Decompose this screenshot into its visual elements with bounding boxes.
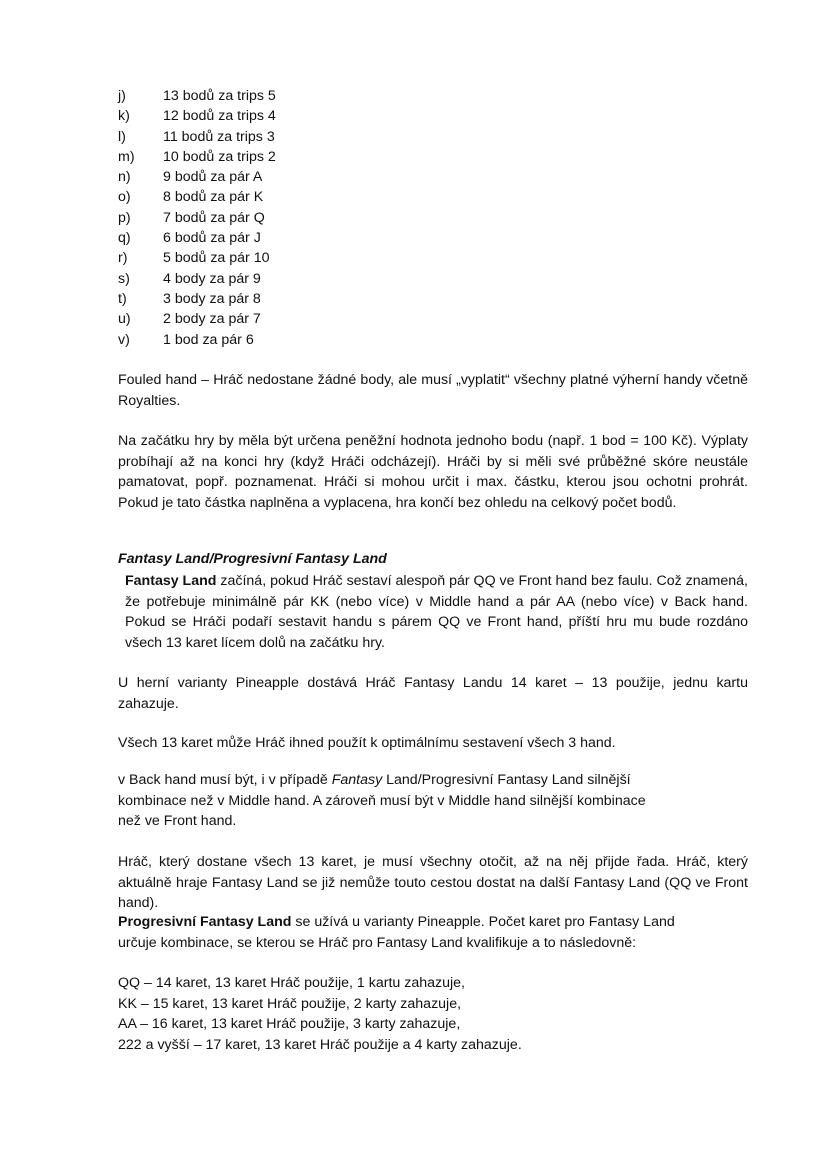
list-marker: v) (118, 331, 130, 348)
list-text: 3 body za pár 8 (163, 290, 261, 307)
list-item (118, 147, 276, 167)
list-text: 7 bodů za pár Q (163, 209, 265, 226)
list-item (118, 127, 276, 147)
progressive-list (118, 973, 748, 1055)
list-text: 12 bodů za trips 4 (163, 108, 276, 125)
turn-over-paragraph: Hráč, který dostane všech 13 karet, je musí všechny otočit, až na něj přijde řada. Hráč, který aktuálně hraje Fantasy Land se již nemůže touto cestou dostat na další Fantasy Land (QQ ve Front hand). (118, 854, 748, 911)
list-marker: r) (118, 250, 128, 267)
progressive-paragraph (118, 912, 748, 953)
list-marker: u) (118, 311, 131, 328)
list-item (118, 106, 276, 126)
text-run: se užívá u varianty Pineapple. Počet karet pro Fantasy Land (291, 914, 675, 930)
list-item (118, 248, 276, 268)
payout-paragraph: Na začátku hry by měla být určena peněžní hodnota jednoho bodu (např. 1 bod = 100 Kč). Výplaty probíhají až na konci hry (když Hráči odcházejí). Hráči by si měli své průběžné skóre neustále pamatovat, popř. poznamenat. Hráči si mohou určit i max. částku, kterou jsou ochotni prohrát. Pokud je tato částka naplněna a vyplacena, hra končí bez ohledu na celkový počet bodů. (118, 433, 748, 511)
progressive-term: Progresivní Fantasy Land (118, 914, 292, 930)
scoring-list (118, 86, 276, 350)
list-marker: m) (118, 148, 135, 165)
list-text: 11 bodů za trips 3 (163, 128, 275, 145)
list-item (118, 167, 276, 187)
list-marker: t) (118, 290, 127, 307)
list-item (118, 187, 276, 207)
progressive-list-item: 222 a vyšší – 17 karet, 13 karet Hráč použije a 4 karty zahazuje. (118, 1036, 522, 1053)
list-item (118, 208, 276, 228)
text-run-italic: Fantasy (331, 772, 383, 788)
list-text: 5 bodů za pár 10 (163, 250, 270, 267)
list-marker: n) (118, 169, 131, 186)
back-hand-line-2: kombinace než v Middle hand. A zároveň musí být v Middle hand silnější kombinace (118, 792, 646, 809)
back-hand-line-3: než ve Front hand. (118, 813, 237, 829)
list-item (118, 86, 276, 106)
fantasy-land-term: Fantasy Land (125, 573, 217, 589)
list-text: 13 bodů za trips 5 (163, 88, 276, 104)
list-marker: l) (118, 128, 126, 145)
progressive-list-item: QQ – 14 karet, 13 karet Hráč použije, 1 kartu zahazuje, (118, 975, 465, 991)
text-run: v Back hand musí být, i v případě (118, 772, 332, 788)
back-hand-line-1 (118, 770, 748, 791)
progressive-line-2: určuje kombinace, se kterou se Hráč pro Fantasy Land kvalifikuje a to následovně: (118, 934, 637, 951)
list-marker: s) (118, 270, 130, 287)
fantasy-intro-paragraph (125, 571, 748, 653)
list-text: 8 bodů za pár K (163, 189, 264, 206)
list-text: 1 bod za pár 6 (163, 331, 254, 348)
list-marker: q) (118, 230, 131, 247)
all-13-paragraph: Všech 13 karet může Hráč ihned použít k optimálnímu sestavení všech 3 hand. (118, 735, 616, 751)
fantasy-intro-text: začíná, pokud Hráč sestaví alespoň pár QQ ve Front hand bez faulu. Což znamená, že potřebuje minimálně pár KK (nebo více) v Middle hand a pár AA (nebo více) v Back hand. Pokud se Hráči podaří sestavit handu s párem QQ ve Front hand, příští hru mu bude rozdáno všech 13 karet lícem dolů na začátku hry. (125, 573, 748, 651)
list-text: 10 bodů za trips 2 (163, 148, 276, 165)
section-heading: Fantasy Land/Progresivní Fantasy Land (118, 551, 387, 567)
list-marker: o) (118, 189, 131, 206)
list-marker: p) (118, 209, 131, 226)
text-run: Land/Progresivní Fantasy Land silnější (382, 772, 631, 788)
list-marker: k) (118, 108, 130, 125)
pineapple-paragraph: U herní varianty Pineapple dostává Hráč Fantasy Landu 14 karet – 13 použije, jednu kartu zahazuje. (118, 675, 748, 712)
progressive-list-item: AA – 16 karet, 13 karet Hráč použije, 3 karty zahazuje, (118, 1016, 461, 1032)
list-text: 9 bodů za pár A (163, 169, 263, 186)
list-text: 2 body za pár 7 (163, 311, 261, 328)
progressive-line-1 (118, 912, 748, 933)
list-item (118, 269, 276, 289)
list-marker: j) (118, 88, 126, 104)
list-text: 4 body za pár 9 (163, 270, 261, 287)
fouled-hand-paragraph: Fouled hand – Hráč nedostane žádné body, ale musí „vyplatit“ všechny platné výherní handy včetně Royalties. (118, 372, 748, 409)
list-item (118, 330, 276, 350)
list-item (118, 289, 276, 309)
list-item (118, 309, 276, 329)
list-text: 6 bodů za pár J (163, 230, 261, 247)
list-item (118, 228, 276, 248)
back-hand-paragraph (118, 770, 748, 832)
progressive-list-item: KK – 15 karet, 13 karet Hráč použije, 2 karty zahazuje, (118, 995, 462, 1012)
